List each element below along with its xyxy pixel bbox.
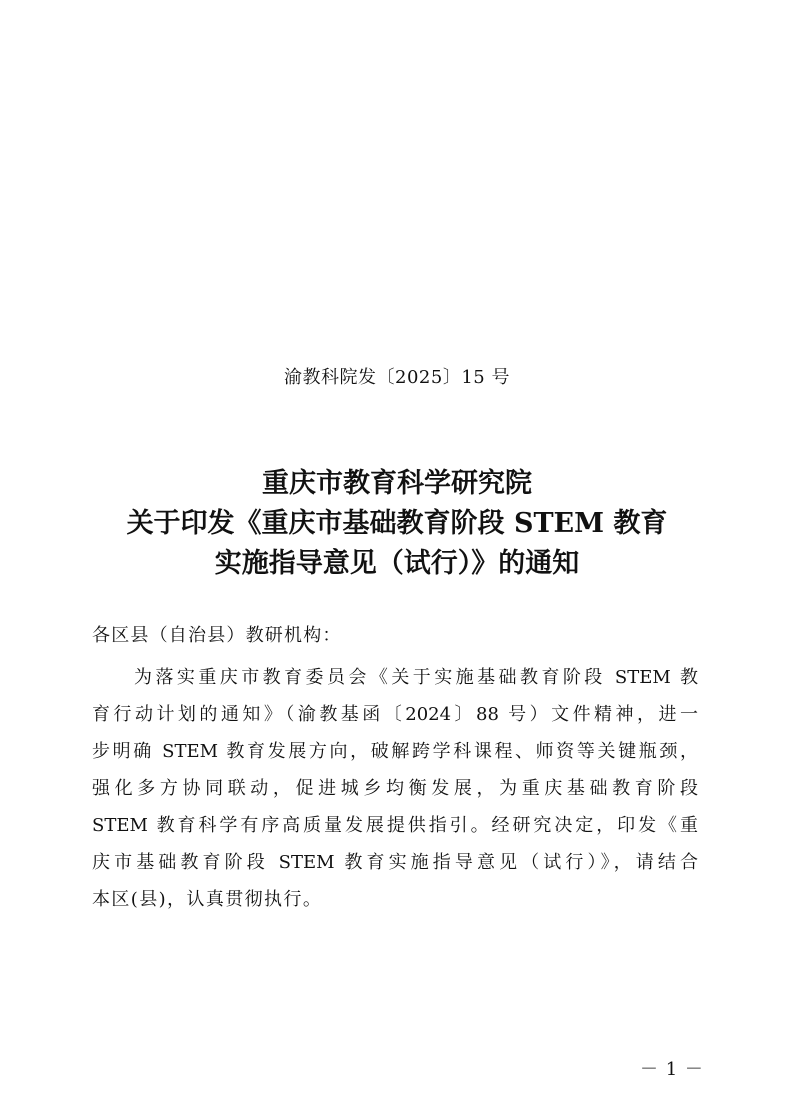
- page-number: － 1 －: [640, 1059, 704, 1080]
- body-line-2: 育行动计划的通知》（渝教基函〔2024〕88 号）文件精神，进一: [92, 704, 698, 725]
- title-line-2: 关于印发《重庆市基础教育阶段 STEM 教育: [126, 508, 668, 539]
- body-line-5: STEM 教育科学有序高质量发展提供指引。经研究决定，印发《重: [92, 815, 698, 836]
- title-line-3: 实施指导意见（试行）》的通知: [214, 548, 580, 579]
- document-number: 渝教科院发〔2025〕15 号: [284, 367, 510, 388]
- body-line-6: 庆市基础教育阶段 STEM 教育实施指导意见（试行）》，请结合: [92, 852, 698, 873]
- body-line-7: 本区(县)，认真贯彻执行。: [92, 889, 323, 910]
- body-paragraph: [92, 666, 698, 925]
- body-line-1: 为落实重庆市教育委员会《关于实施基础教育阶段 STEM 教: [134, 667, 698, 688]
- document-title: [0, 464, 794, 584]
- body-line-4: 强化多方协同联动，促进城乡均衡发展，为重庆基础教育阶段: [92, 778, 698, 799]
- salutation: 各区县（自治县）教研机构：: [92, 625, 342, 646]
- title-line-1: 重庆市教育科学研究院: [262, 468, 532, 499]
- body-line-3: 步明确 STEM 教育发展方向，破解跨学科课程、师资等关键瓶颈，: [92, 741, 698, 762]
